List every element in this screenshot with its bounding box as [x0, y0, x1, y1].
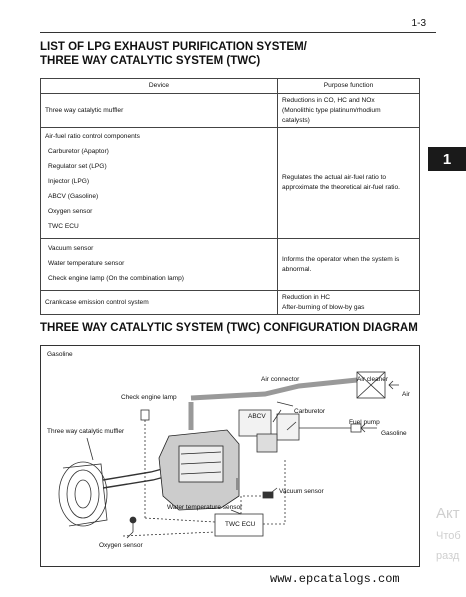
label-air-connector: Air connector	[261, 376, 300, 383]
label-twc-ecu: TWC ECU	[225, 521, 256, 528]
device-name: Air-fuel ratio control components	[45, 133, 140, 140]
diagram-title: THREE WAY CATALYTIC SYSTEM (TWC) CONFIGURATION DIAGRAM	[40, 322, 418, 334]
page-number: 1-3	[411, 18, 426, 29]
label-fuel-pump: Fuel pump	[349, 419, 380, 426]
page-title	[40, 40, 307, 68]
table-row	[41, 239, 420, 291]
purpose-line: approximate the theoretical air-fuel ratio.	[282, 184, 401, 191]
table-row	[41, 291, 420, 315]
title-line-1: LIST OF LPG EXHAUST PURIFICATION SYSTEM/	[40, 41, 307, 53]
purpose-line: After-burning of blow-by gas	[282, 303, 365, 311]
table-header-row	[41, 79, 420, 94]
purpose-line: Informs the operator when the system is	[282, 255, 400, 263]
purpose-line: Regulates the actual air-fuel ratio to	[282, 174, 387, 181]
table-row	[41, 94, 420, 128]
purpose-line: catalysts)	[282, 116, 310, 124]
label-gasoline-top: Gasoline	[47, 351, 73, 358]
configuration-diagram	[40, 345, 420, 567]
device-sub-item: ABCV (Gasoline)	[48, 193, 99, 200]
device-cell	[41, 128, 278, 239]
header-device: Device	[41, 79, 278, 94]
overlay-text-line-2: Чтоб	[436, 530, 461, 542]
purpose-cell	[278, 239, 420, 291]
device-cell	[41, 239, 278, 291]
overlay-text-line-3: разд	[436, 550, 460, 562]
purpose-line: Reductions in CO, HC and NOx	[282, 96, 375, 104]
device-sub-item: Vacuum sensor	[48, 245, 94, 252]
label-water-temp-sensor: Water temperature sensor	[167, 504, 243, 511]
title-line-2: THREE WAY CATALYTIC SYSTEM (TWC)	[40, 55, 261, 67]
header-rule	[40, 32, 436, 33]
label-abcv: ABCV	[248, 413, 266, 420]
label-gasoline-side: Gasoline	[381, 430, 407, 437]
purpose-cell	[278, 94, 420, 128]
label-muffler: Three way catalytic muffler	[47, 428, 125, 435]
device-cell	[41, 94, 278, 128]
label-oxygen-sensor: Oxygen sensor	[99, 542, 143, 549]
purpose-cell	[278, 291, 420, 315]
label-check-engine-lamp: Check engine lamp	[121, 394, 177, 401]
device-name: Three way catalytic muffler	[45, 106, 124, 114]
label-carburetor: Carburetor	[294, 408, 326, 415]
purpose-line: Reduction in HC	[282, 293, 331, 301]
device-sub-item: Oxygen sensor	[48, 208, 93, 215]
device-sub-item: Check engine lamp (On the combination lamp)	[48, 275, 184, 282]
device-sub-item: Water temperature sensor	[48, 260, 125, 267]
purpose-line: (Monolithic type platinum/rhodium	[282, 106, 381, 114]
purpose-line: abnormal.	[282, 265, 312, 273]
device-name: Crankcase emission control system	[45, 298, 149, 306]
device-sub-item: TWC ECU	[48, 223, 79, 230]
section-tab: 1	[428, 147, 466, 171]
device-sub-item: Carburetor (Apaptor)	[48, 148, 109, 155]
table-row	[41, 128, 420, 239]
device-cell	[41, 291, 278, 315]
device-sub-item: Injector (LPG)	[48, 178, 90, 185]
label-vacuum-sensor: Vacuum sensor	[279, 488, 324, 495]
header-purpose: Purpose function	[278, 79, 420, 94]
label-air-cleaner: Air cleaner	[357, 376, 389, 383]
footer-url[interactable]: www.epcatalogs.com	[270, 572, 400, 586]
label-air: Air	[402, 391, 410, 398]
overlay-text-line-1: Акт	[436, 505, 460, 522]
device-table	[40, 78, 420, 315]
muffler-shape	[59, 462, 107, 526]
device-sub-item: Regulator set (LPG)	[48, 163, 107, 170]
engine-shape	[159, 430, 239, 510]
purpose-cell	[278, 128, 420, 239]
